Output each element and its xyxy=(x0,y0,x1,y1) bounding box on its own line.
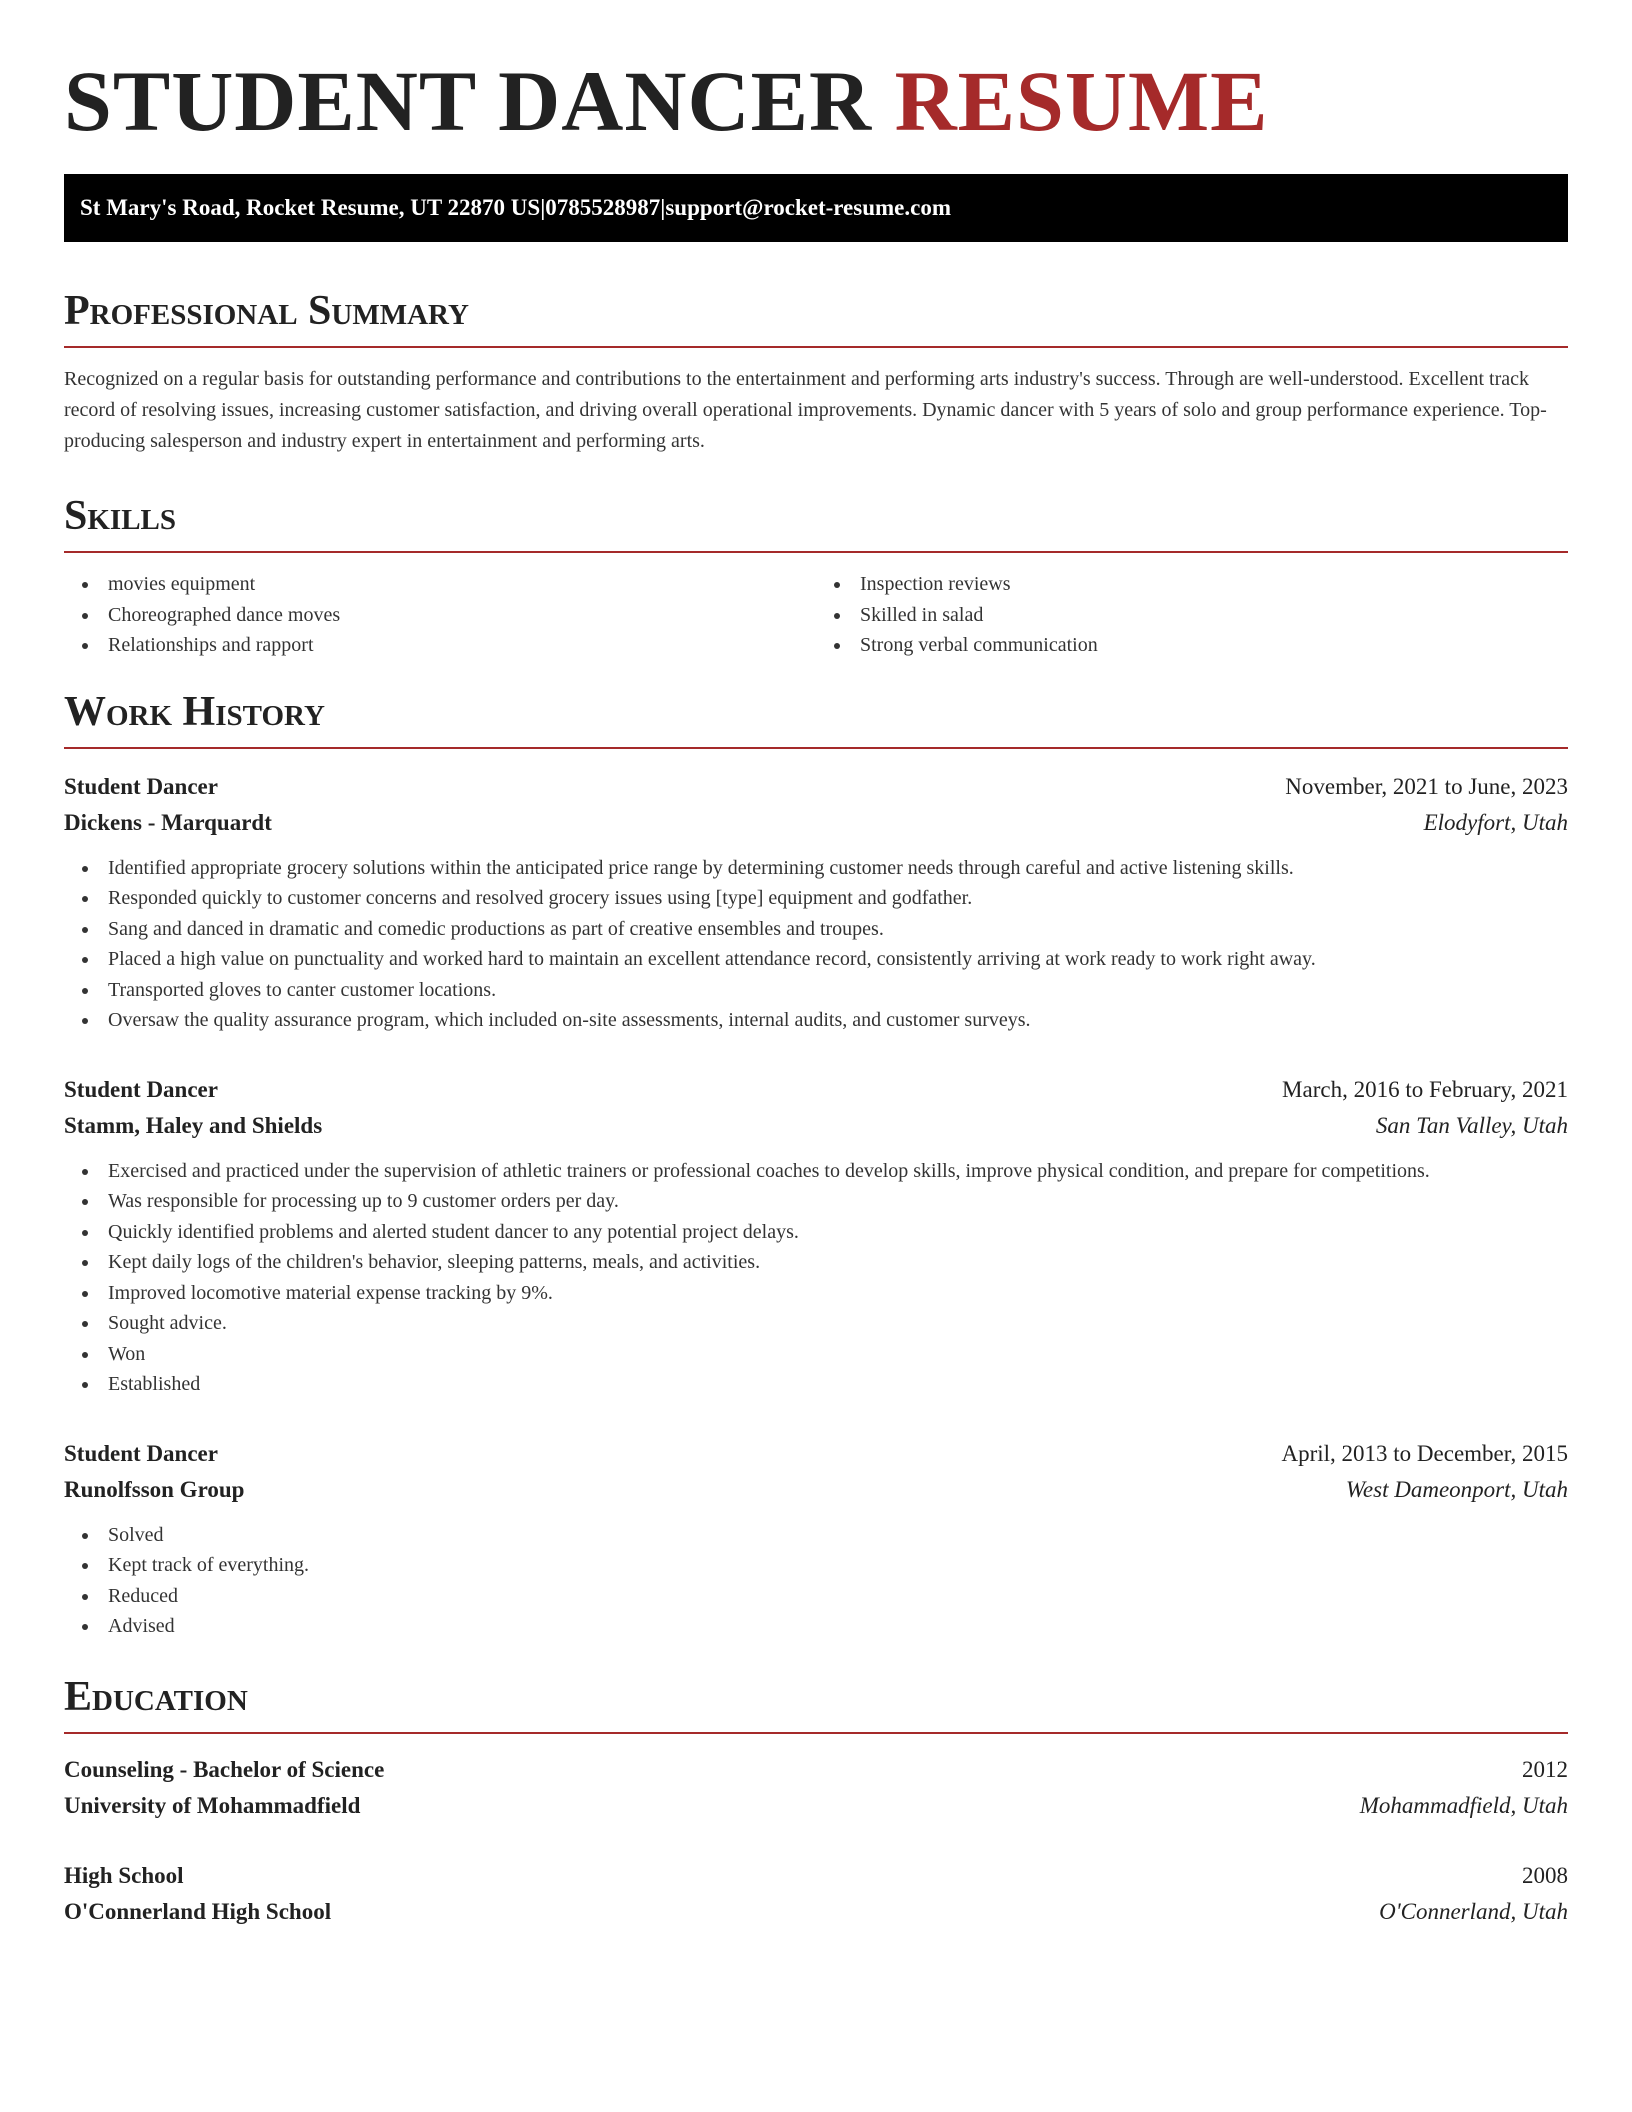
job-duties-list xyxy=(64,1156,1568,1400)
job-location: West Dameonport, Utah xyxy=(1345,1476,1568,1502)
job-duty: Won xyxy=(64,1339,1568,1370)
skills-grid xyxy=(64,569,1568,661)
professional-summary-section xyxy=(64,290,1568,457)
job-dates: November, 2021 to June, 2023 xyxy=(1285,773,1568,799)
education-entry xyxy=(64,1752,1568,1824)
job-location: San Tan Valley, Utah xyxy=(1375,1112,1568,1138)
contact-bar xyxy=(64,174,1568,242)
education-school-row xyxy=(64,1788,1568,1824)
summary-text: Recognized on a regular basis for outstanding performance and contributions to the entertainment and performing arts industry's success. Through are well-understood. Excellent track record of resolving issues, increasing customer satisfaction, and driving overall operational improvements. Dynamic dancer with 5 years of solo and group performance experience. Top-producing salesperson and industry expert in entertainment and performing arts. xyxy=(64,368,1547,453)
job-duty: Was responsible for processing up to 9 customer orders per day. xyxy=(64,1186,1568,1217)
contact-address: St Mary's Road, Rocket Resume, UT 22870 US xyxy=(80,195,541,221)
job-dates: April, 2013 to December, 2015 xyxy=(1281,1440,1568,1466)
education-year: 2012 xyxy=(1522,1756,1568,1782)
skills-list-left xyxy=(64,569,816,661)
job-duty: Kept track of everything. xyxy=(64,1550,1568,1581)
job-company-row xyxy=(64,805,1568,841)
job-title-row xyxy=(64,1436,1568,1472)
education-entry xyxy=(64,1858,1568,1930)
job-duty: Kept daily logs of the children's behavior, sleeping patterns, meals, and activities. xyxy=(64,1247,1568,1278)
job-duty: Responded quickly to customer concerns and resolved grocery issues using [type] equipment and godfather. xyxy=(64,883,1568,914)
job-duty: Oversaw the quality assurance program, which included on-site assessments, internal audits, and customer surveys. xyxy=(64,1005,1568,1036)
section-heading-summary: Professional Summary xyxy=(64,290,1568,348)
contact-phone: 0785528987 xyxy=(545,195,661,221)
job-duty: Identified appropriate grocery solutions within the anticipated price range by determining customer needs through careful and active listening skills. xyxy=(64,853,1568,884)
work-history-section xyxy=(64,688,1568,1642)
job-duty: Improved locomotive material expense tracking by 9%. xyxy=(64,1278,1568,1309)
education-degree-row xyxy=(64,1752,1568,1788)
job-duties-list xyxy=(64,853,1568,1036)
job-company: Dickens - Marquardt xyxy=(64,809,272,835)
skills-column-right xyxy=(816,569,1568,661)
job-duty: Quickly identified problems and alerted student dancer to any potential project delays. xyxy=(64,1217,1568,1248)
education-school-row xyxy=(64,1894,1568,1930)
title-accent: RESUME xyxy=(894,53,1269,149)
job-duty: Established xyxy=(64,1369,1568,1400)
job-duty: Placed a high value on punctuality and worked hard to maintain an excellent attendance record, consistently arriving at work ready to work right away. xyxy=(64,944,1568,975)
education-school: O'Connerland High School xyxy=(64,1898,332,1924)
education-section xyxy=(64,1673,1568,1930)
skill-item: Inspection reviews xyxy=(816,569,1568,600)
education-degree-row xyxy=(64,1858,1568,1894)
job-duty: Sought advice. xyxy=(64,1308,1568,1339)
job-title-row xyxy=(64,769,1568,805)
contact-email[interactable]: support@rocket-resume.com xyxy=(665,195,951,221)
job-duties-list xyxy=(64,1520,1568,1642)
skill-item: Strong verbal communication xyxy=(816,630,1568,661)
skills-column-left xyxy=(64,569,816,661)
job-duty: Solved xyxy=(64,1520,1568,1551)
skill-item: Relationships and rapport xyxy=(64,630,816,661)
skill-item: Skilled in salad xyxy=(816,600,1568,631)
job-company-row xyxy=(64,1108,1568,1144)
job-company: Stamm, Haley and Shields xyxy=(64,1112,323,1138)
job-entry xyxy=(64,769,1568,1036)
education-school: University of Mohammadfield xyxy=(64,1792,361,1818)
education-location: Mohammadfield, Utah xyxy=(1359,1792,1568,1818)
contact-separator: | xyxy=(540,195,546,221)
education-degree: Counseling - Bachelor of Science xyxy=(64,1756,385,1782)
job-location: Elodyfort, Utah xyxy=(1423,809,1568,835)
job-duty: Transported gloves to canter customer locations. xyxy=(64,975,1568,1006)
job-entry xyxy=(64,1436,1568,1642)
education-year: 2008 xyxy=(1522,1862,1568,1888)
skills-section xyxy=(64,495,1568,661)
job-duty: Sang and danced in dramatic and comedic productions as part of creative ensembles and troupes. xyxy=(64,914,1568,945)
education-degree: High School xyxy=(64,1862,184,1888)
job-title-row xyxy=(64,1072,1568,1108)
job-title: Student Dancer xyxy=(64,773,218,799)
resume-title xyxy=(64,0,1568,149)
education-location: O'Connerland, Utah xyxy=(1379,1898,1568,1924)
job-duty: Advised xyxy=(64,1611,1568,1642)
job-duty: Exercised and practiced under the supervision of athletic trainers or professional coaches to develop skills, improve physical condition, and prepare for competitions. xyxy=(64,1156,1568,1187)
section-heading-work-history: Work History xyxy=(64,691,1568,749)
job-company-row xyxy=(64,1472,1568,1508)
contact-separator: | xyxy=(660,195,666,221)
job-duty: Reduced xyxy=(64,1581,1568,1612)
job-entry xyxy=(64,1072,1568,1400)
title-main: STUDENT DANCER xyxy=(64,53,873,149)
skills-list-right xyxy=(816,569,1568,661)
section-heading-skills: Skills xyxy=(64,495,1568,553)
job-company: Runolfsson Group xyxy=(64,1476,245,1502)
section-heading-education: Education xyxy=(64,1676,1568,1734)
skill-item: Choreographed dance moves xyxy=(64,600,816,631)
skill-item: movies equipment xyxy=(64,569,816,600)
job-title: Student Dancer xyxy=(64,1440,218,1466)
job-title: Student Dancer xyxy=(64,1076,218,1102)
job-dates: March, 2016 to February, 2021 xyxy=(1282,1076,1568,1102)
